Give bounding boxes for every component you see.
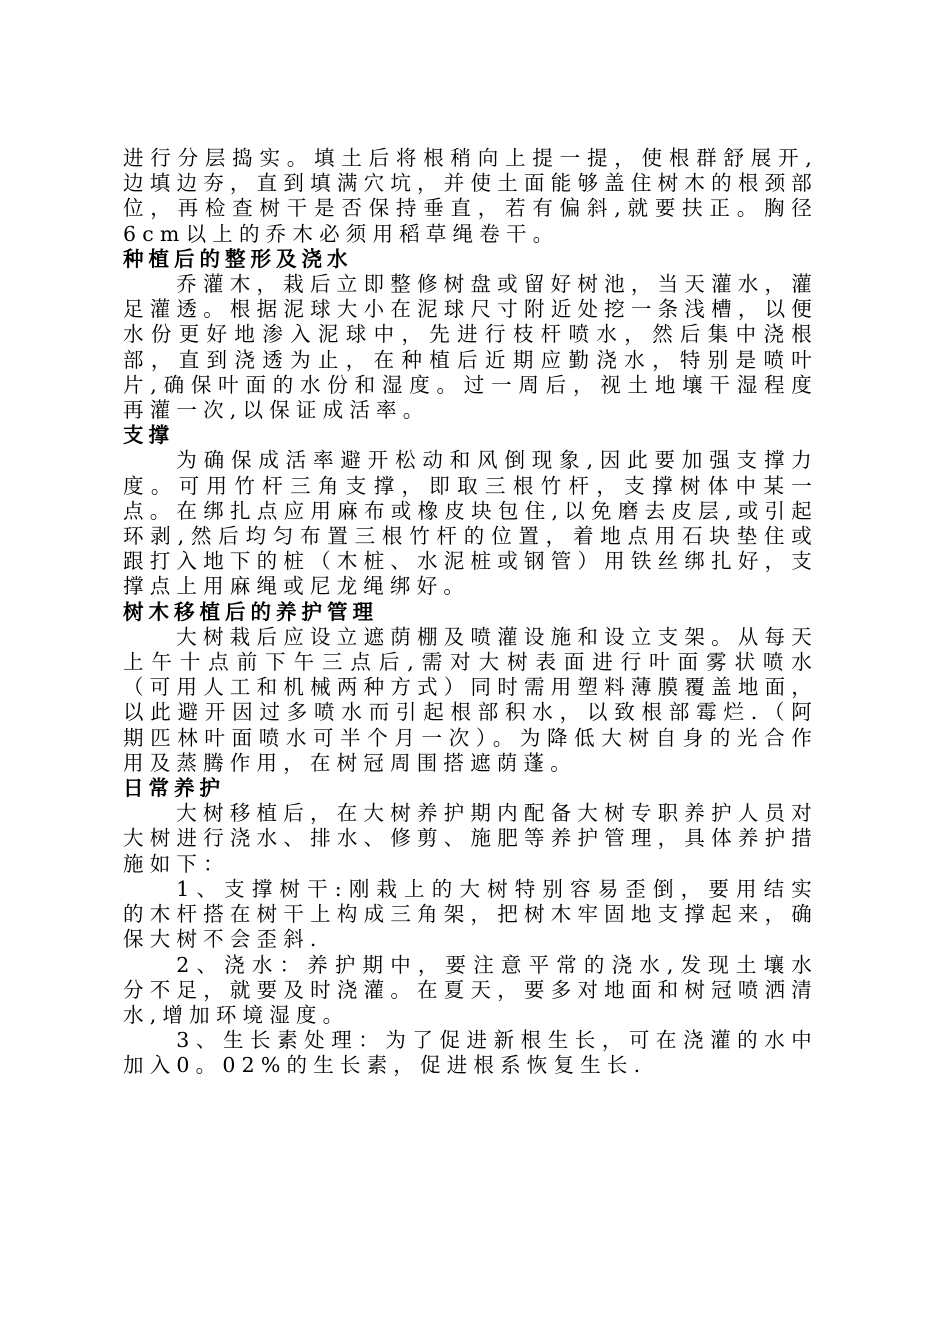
paragraph-backfill: 进行分层捣实。填土后将根稍向上提一提，使根群舒展开,边填边夯，直到填满穴坑，并使土面能够盖住树木的根颈部位，再检查树干是否保持垂直，若有偏斜,就要扶正。胸径6cm以上的乔木必须用稻草绳卷干。	[123, 146, 818, 246]
paragraph-maintenance: 大树栽后应设立遮荫棚及喷灌设施和设立支架。从每天上午十点前下午三点后,需对大树表面进行叶面雾状喷水（可用人工和机械两种方式）同时需用塑料薄膜覆盖地面，以此避开因过多喷水而引起根部积水，以致根部霉烂.（阿期匹林叶面喷水可半个月一次）。为降低大树自身的光合作用及蒸腾作用，在树冠周围搭遮荫蓬。	[123, 624, 818, 775]
document-body	[123, 146, 818, 1079]
heading-shaping-watering: 种植后的整形及浇水	[123, 246, 353, 271]
heading-support: 支撑	[123, 423, 174, 448]
list-item-watering: 2、浇水：养护期中，要注意平常的浇水,发现土壤水分不足，就要及时浇灌。在夏天，要多对地面和树冠喷洒清水,增加环境湿度。	[123, 952, 818, 1027]
paragraph-watering: 乔灌木，栽后立即整修树盘或留好树池，当天灌水，灌足灌透。根据泥球大小在泥球尺寸附近处挖一条浅槽，以便水份更好地渗入泥球中，先进行枝杆喷水，然后集中浇根部，直到浇透为止，在种植后近期应勤浇水，特别是喷叶片,确保叶面的水份和湿度。过一周后，视土地壤干湿程度再灌一次,以保证成活率。	[123, 272, 818, 423]
list-item-support-trunk: 1、支撑树干:刚栽上的大树特别容易歪倒，要用结实的木杆搭在树干上构成三角架，把树木牢固地支撑起来，确保大树不会歪斜.	[123, 876, 818, 952]
list-item-growth-hormone: 3、生长素处理：为了促进新根生长，可在浇灌的水中加入0。02%的生长素，促进根系恢复生长.	[123, 1028, 818, 1078]
heading-maintenance: 树木移植后的养护管理	[123, 599, 378, 624]
paragraph-support: 为确保成活率避开松动和风倒现象,因此要加强支撑力度。可用竹杆三角支撑，即取三根竹杆，支撑树体中某一点。在绑扎点应用麻布或橡皮块包住,以免磨去皮层,或引起环剥,然后均匀布置三根竹杆的位置，着地点用石块垫住或跟打入地下的桩（木桩、水泥桩或钢管）用铁丝绑扎好，支撑点上用麻绳或尼龙绳绑好。	[123, 448, 818, 599]
paragraph-daily-care-intro: 大树移植后，在大树养护期内配备大树专职养护人员对大树进行浇水、排水、修剪、施肥等养护管理，具体养护措施如下：	[123, 801, 818, 876]
heading-daily-care: 日常养护	[123, 776, 225, 801]
